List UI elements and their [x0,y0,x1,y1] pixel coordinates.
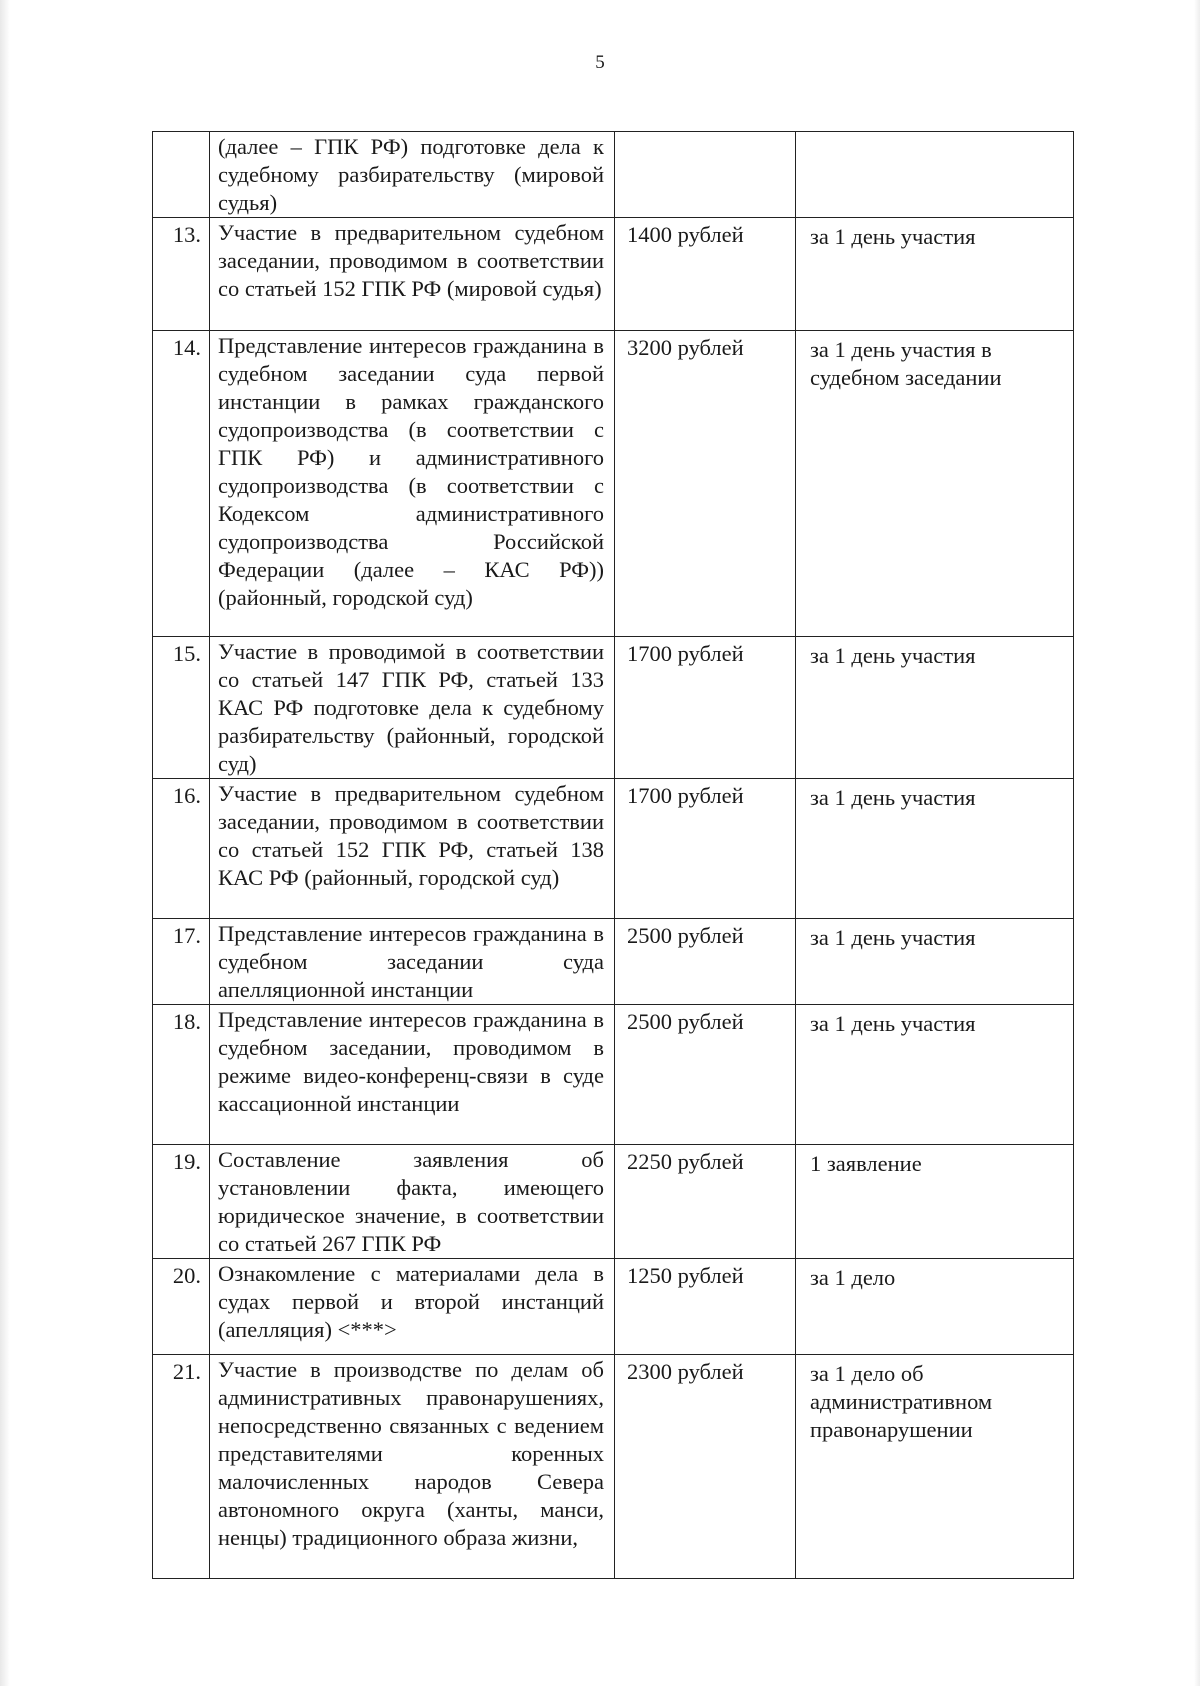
service-description-text: Участие в предварительном судебном заседании, проводимом в соответствии со статьей 152 ГПК РФ (мировой судья) [218,220,604,301]
service-description [210,637,615,779]
service-unit: за 1 дело об административном правонарушении [796,1355,1074,1579]
service-description [210,919,615,1005]
service-price: 3200 рублей [615,331,796,637]
service-price: 1400 рублей [615,218,796,331]
table-row [153,779,1074,919]
service-description [210,132,615,218]
table-row [153,1145,1074,1259]
service-description [210,1005,615,1145]
service-price: 2500 рублей [615,1005,796,1145]
service-price [615,132,796,218]
row-number: 17. [153,919,210,1005]
service-description-text: Ознакомление с материалами дела в судах первой и второй инстанций (апелляция) <***> [218,1261,604,1342]
service-description [210,779,615,919]
row-number: 21. [153,1355,210,1579]
table-row [153,1355,1074,1579]
service-description [210,1259,615,1355]
row-number: 13. [153,218,210,331]
service-unit: за 1 дело [796,1259,1074,1355]
service-description-text: Участие в производстве по делам об административных правонарушениях, непосредственно связанных с ведением представителями коренных малочисленных народов Севера автономного округа (ханты, манси, ненцы) традиционного образа жизни, [218,1357,604,1550]
fee-table [152,131,1074,1579]
table-row [153,1259,1074,1355]
service-description-text: Представление интересов гражданина в судебном заседании, проводимом в режиме видео-конференц-связи в суде кассационной инстанции [218,1007,604,1116]
row-number: 18. [153,1005,210,1145]
service-description [210,1355,615,1579]
table-row [153,919,1074,1005]
service-price: 2500 рублей [615,919,796,1005]
service-description [210,218,615,331]
row-number: 15. [153,637,210,779]
table-row [153,1005,1074,1145]
service-unit: за 1 день участия [796,779,1074,919]
scan-right-edge [1194,0,1200,1686]
service-unit: за 1 день участия [796,919,1074,1005]
service-description-text: Участие в предварительном судебном заседании, проводимом в соответствии со статьей 152 ГПК РФ, статьей 138 КАС РФ (районный, городской суд) [218,781,604,890]
table-row [153,218,1074,331]
service-description-text: Представление интересов гражданина в судебном заседании суда апелляционной инстанции [218,921,604,1002]
row-number [153,132,210,218]
table-row [153,331,1074,637]
service-price: 2300 рублей [615,1355,796,1579]
row-number: 19. [153,1145,210,1259]
row-number: 20. [153,1259,210,1355]
service-price: 1700 рублей [615,779,796,919]
service-unit: за 1 день участия в судебном заседании [796,331,1074,637]
service-description [210,331,615,637]
row-number: 14. [153,331,210,637]
service-unit: за 1 день участия [796,1005,1074,1145]
service-unit: 1 заявление [796,1145,1074,1259]
service-description [210,1145,615,1259]
service-description-text: Составление заявления об установлении факта, имеющего юридическое значение, в соответствии со статьей 267 ГПК РФ [218,1147,604,1256]
service-unit [796,132,1074,218]
scan-left-edge [0,0,10,1686]
page-number: 5 [595,52,605,73]
service-description-text: (далее – ГПК РФ) подготовке дела к судебному разбирательству (мировой судья) [218,134,604,215]
service-unit: за 1 день участия [796,637,1074,779]
service-price: 1700 рублей [615,637,796,779]
table-row [153,132,1074,218]
service-description-text: Участие в проводимой в соответствии со статьей 147 ГПК РФ, статьей 133 КАС РФ подготовке дела к судебному разбирательству (районный, городской суд) [218,639,604,776]
service-price: 1250 рублей [615,1259,796,1355]
row-number: 16. [153,779,210,919]
table-row [153,637,1074,779]
service-description-text: Представление интересов гражданина в судебном заседании суда первой инстанции в рамках гражданского судопроизводства (в соответствии с ГПК РФ) и административного судопроизводства (в соответствии с Кодексом административного судопроизводства Российской Федерации (далее – КАС РФ)) (районный, городской суд) [218,333,604,610]
service-unit: за 1 день участия [796,218,1074,331]
service-price: 2250 рублей [615,1145,796,1259]
